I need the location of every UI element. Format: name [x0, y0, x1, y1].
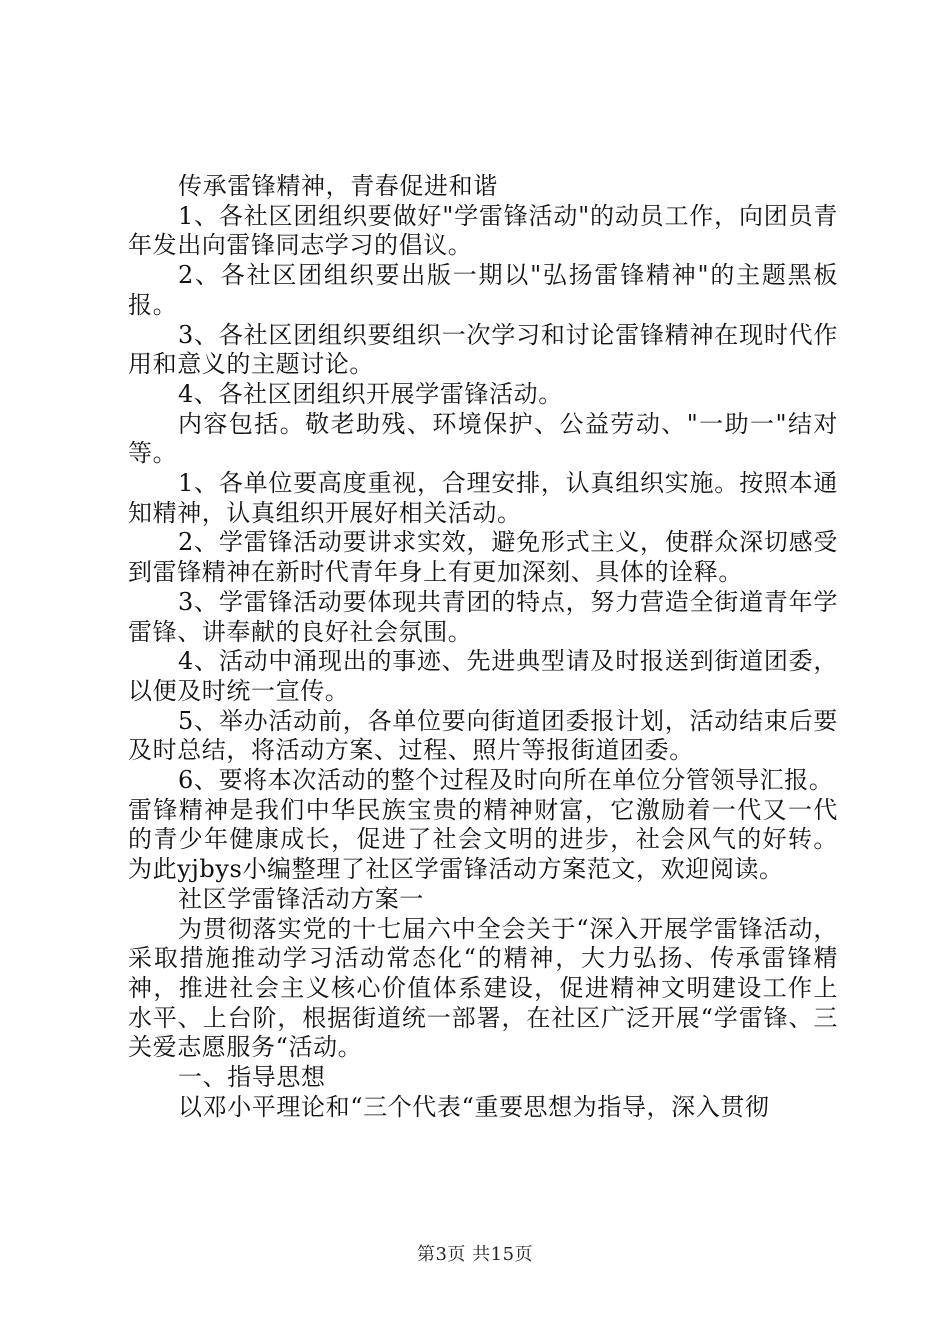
- paragraph: 雷锋精神是我们中华民族宝贵的精神财富，它激励着一代又一代的青少年健康成长，促进了社会文明的进步，社会风气的好转。为此yjbys小编整理了社区学雷锋活动方案范文，欢迎阅读。: [128, 795, 838, 884]
- paragraph: 4、各社区团组织开展学雷锋活动。: [178, 379, 563, 408]
- paragraph: 1、各社区团组织要做好"学雷锋活动"的动员工作，向团员青年发出向雷锋同志学习的倡议。: [128, 201, 838, 260]
- page-number-footer: 第3页 共15页: [416, 1244, 534, 1265]
- paragraph: 3、学雷锋活动要体现共青团的特点，努力营造全街道青年学雷锋、讲奉献的良好社会氛围。: [128, 587, 838, 646]
- paragraph: 传承雷锋精神，青春促进和谐: [178, 172, 498, 200]
- paragraph: 2、各社区团组织要出版一期以"弘扬雷锋精神"的主题黑板报。: [128, 261, 838, 319]
- document-body: [128, 172, 838, 1123]
- paragraph: 以邓小平理论和“三个代表“重要思想为指导，深入贯彻: [178, 1092, 770, 1121]
- section-heading: 一、指导思想: [178, 1063, 326, 1092]
- paragraph: 5、举办活动前，各单位要向街道团委报计划，活动结束后要及时总结，将活动方案、过程、照片等报街道团委。: [128, 706, 838, 765]
- section-title: 社区学雷锋活动方案一: [178, 884, 424, 913]
- paragraph: 内容包括。敬老助残、环境保护、公益劳动、"一助一"结对等。: [128, 409, 838, 468]
- paragraph: 1、各单位要高度重视，合理安排，认真组织实施。按照本通知精神，认真组织开展好相关活动。: [128, 469, 838, 527]
- paragraph: 为贯彻落实党的十七届六中全会关于“深入开展学雷锋活动，采取措施推动学习活动常态化“的精神，大力弘扬、传承雷锋精神，推进社会主义核心价值体系建设，促进精神文明建设工作上水平、上台阶，根据街道统一部署，在社区广泛开展“学雷锋、三关爱志愿服务“活动。: [128, 914, 838, 1062]
- paragraph: 3、各社区团组织要组织一次学习和讨论雷锋精神在现时代作用和意义的主题讨论。: [128, 320, 838, 379]
- paragraph: 2、学雷锋活动要讲求实效，避免形式主义，使群众深切感受到雷锋精神在新时代青年身上有更加深刻、具体的诠释。: [128, 528, 838, 587]
- paragraph: 4、活动中涌现出的事迹、先进典型请及时报送到街道团委，以便及时统一宣传。: [128, 647, 838, 705]
- paragraph: 6、要将本次活动的整个过程及时向所在单位分管领导汇报。: [178, 766, 834, 795]
